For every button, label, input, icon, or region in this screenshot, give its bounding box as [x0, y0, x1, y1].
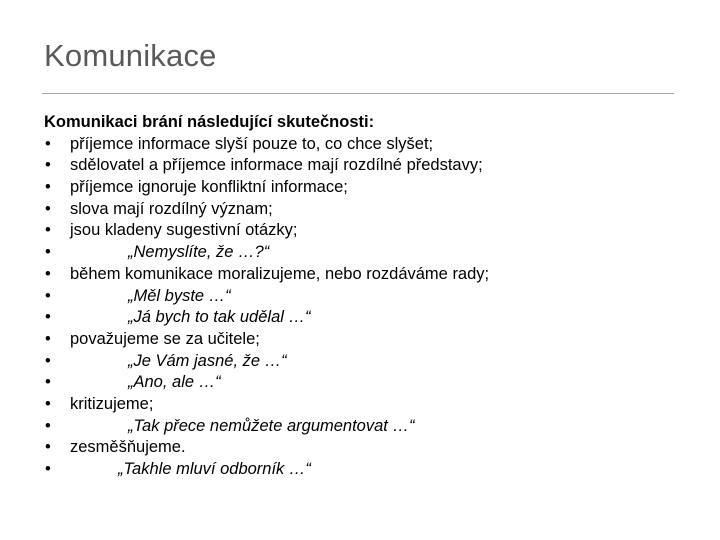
obstacle-text: kritizujeme; — [70, 394, 154, 413]
list-item — [44, 264, 684, 286]
obstacle-text: považujeme se za učitele; — [70, 329, 260, 348]
obstacle-text: sdělovatel a příjemce informace mají rozdílné představy; — [70, 156, 483, 175]
bullet-marker: • — [45, 373, 51, 392]
list-item — [44, 372, 684, 394]
bullet-marker: • — [45, 221, 51, 240]
slide-content — [44, 112, 684, 481]
list-item — [44, 134, 684, 156]
list-item — [44, 242, 684, 264]
list-item — [44, 416, 684, 438]
list-item — [44, 329, 684, 351]
list-item — [44, 199, 684, 221]
list-item — [44, 437, 684, 459]
list-item — [44, 155, 684, 177]
bullet-marker: • — [45, 416, 51, 435]
quote-example-text: „Nemyslíte, že …?“ — [128, 243, 270, 262]
bullet-marker: • — [45, 351, 51, 370]
bullet-marker: • — [45, 178, 51, 197]
bullet-marker: • — [45, 286, 51, 305]
bullet-marker: • — [45, 156, 51, 175]
quote-example-text: „Já bych to tak udělal …“ — [128, 308, 311, 327]
bullet-marker: • — [45, 438, 51, 457]
bullet-marker: • — [45, 199, 51, 218]
obstacle-text: zesměšňujeme. — [70, 438, 186, 457]
slide-title: Komunikace — [44, 38, 217, 73]
list-item — [44, 351, 684, 373]
bullet-marker: • — [45, 134, 51, 153]
list-item — [44, 394, 684, 416]
quote-example-text: „Měl byste …“ — [128, 286, 231, 305]
bullet-marker: • — [45, 308, 51, 327]
bullet-marker: • — [45, 394, 51, 413]
quote-example-text: „Takhle mluví odborník …“ — [118, 460, 311, 478]
obstacle-text: příjemce informace slyší pouze to, co chce slyšet; — [70, 134, 434, 153]
bullet-marker: • — [45, 329, 51, 348]
list-item — [44, 286, 684, 308]
bullet-marker: • — [45, 243, 51, 262]
quote-example-text: „Ano, ale …“ — [128, 373, 221, 392]
intro-heading: Komunikaci brání následující skutečnosti: — [44, 113, 375, 131]
bullet-list — [44, 134, 684, 481]
quote-example-text: „Tak přece nemůžete argumentovat …“ — [128, 416, 415, 435]
list-item — [44, 307, 684, 329]
obstacle-text: slova mají rozdílný význam; — [70, 199, 273, 218]
obstacle-text: během komunikace moralizujeme, nebo rozdáváme rady; — [70, 264, 490, 283]
list-item — [44, 220, 684, 242]
obstacle-text: jsou kladeny sugestivní otázky; — [70, 221, 298, 240]
title-divider — [42, 93, 674, 94]
quote-example-text: „Je Vám jasné, že …“ — [128, 351, 287, 370]
obstacle-text: příjemce ignoruje konfliktní informace; — [70, 178, 348, 197]
list-item — [44, 177, 684, 199]
bullet-marker: • — [45, 264, 51, 283]
bullet-marker: • — [45, 460, 51, 478]
list-item — [44, 459, 684, 481]
